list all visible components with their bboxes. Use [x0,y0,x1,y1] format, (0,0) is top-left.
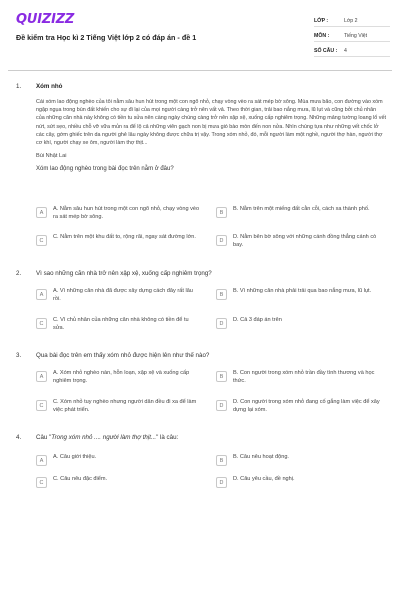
question-prompt: Vì sao những căn nhà trở nên xập xệ, xuống cấp nghiêm trọng? [36,270,212,277]
option-text: D. Nằm bên bờ sông với những cánh đồng thẳng cánh cò bay. [233,234,377,248]
option-letter: D [216,235,227,246]
option-text: B. Câu nêu hoạt động. [233,454,289,460]
option-b[interactable] [216,206,381,218]
question-3 [16,352,386,422]
option-letter: A [36,371,47,382]
option-letter: D [216,318,227,329]
question-body [36,270,386,277]
passage-text: Cái xóm lao động nghèo của tôi nằm sâu hun hút trong một con ngõ nhỏ, chạy vòng vèo ra sát mép bờ sông. Mùa mưa bão, con đường vào xóm ngập ngụa trong bùn đất khiến cho sự đi lại của mọi người càng trở nên vất vả. Theo thời gian, trải bao nắng mưa, lũ lụt và cũng bởi chủ nhân của những căn nhà này không có tiền tu sửa nên càng ngày chúng càng trở nên xập xệ, xuống cấp nghiêm trọng. Những mảng tường loang lổ vết nứt, sứt sẹo, nhiều chỗ vỡ vữa mủn ra để lộ cả những viên gạch non bị mưa gió bào mòn đến non nửa. Nhìn chúng tựa như những vết chốc lở các cây, gớm ghiếc trên da người ghẻ lâu ngày không được chữa trị vậy. Trong xóm nhỏ, đó, mỗi người làm một nghề, người thợ hàn, người thợ cơ khí, người chạy xe ôm, người làm thợ thịt... [36,99,386,147]
option-d[interactable] [216,476,381,488]
meta-value: Tiếng Việt [344,33,368,39]
option-c[interactable] [36,476,201,488]
passage-title: Xóm nhỏ [36,83,63,90]
option-letter: B [216,207,227,218]
meta-table [314,12,390,57]
option-text: C. Vì chủ nhân của những căn nhà không có tiền để tu sửa. [53,317,189,331]
option-letter: A [36,289,47,300]
option-text: D. Cả 3 đáp án trên [233,317,282,323]
option-text: A. Xóm nhỏ nghèo nàn, hỗn loạn, xập xệ và xuống cấp nghiêm trọng. [53,370,190,384]
option-text: B. Vì những căn nhà phải trải qua bao nắng mưa, lũ lụt. [233,288,372,294]
document-header [0,0,400,66]
option-a[interactable] [36,288,201,303]
question-number: 1. [16,83,22,90]
option-text: D. Câu yêu cầu, đề nghị. [233,476,295,482]
question-body [36,434,386,441]
meta-value: Lớp 2 [344,18,358,24]
question-number: 4. [16,434,22,441]
option-text: C. Nằm trên một khu đất to, rộng rãi, ngay sát đường lớn. [53,234,196,240]
option-text: A. Vì những căn nhà đã được xây dựng cách đây rất lâu rồi. [53,288,193,302]
question-prompt: Qua bài đọc trên em thấy xóm nhỏ được hiện lên như thế nào? [36,352,210,359]
option-c[interactable] [36,399,201,414]
option-letter: B [216,289,227,300]
option-c[interactable] [36,234,201,246]
prompt-text: " là câu: [156,434,179,441]
option-letter: B [216,371,227,382]
meta-value: 4 [344,48,347,54]
question-prompt [36,434,386,441]
meta-label: LỚP : [314,18,329,24]
meta-label: MÔN : [314,33,330,39]
option-text: A. Nằm sâu hun hút trong một con ngõ nhỏ, chạy vòng vèo ra sát mép bờ sông. [53,206,200,220]
option-text: D. Con người trong xóm nhỏ đang cố gắng làm việc để xây dựng lại xóm. [233,399,380,413]
option-text: C. Câu nêu đặc điểm. [53,476,108,482]
option-letter: A [36,207,47,218]
option-letter: C [36,477,47,488]
option-letter: C [36,235,47,246]
question-body [36,352,386,359]
question-1 [16,83,386,263]
question-number: 2. [16,270,22,277]
meta-row-count [314,42,390,57]
passage-author: Bùi Nhật Lai [36,153,67,160]
option-b[interactable] [216,288,381,300]
header-divider [8,70,392,71]
meta-row-grade [314,12,390,27]
question-2 [16,270,386,340]
option-b[interactable] [216,370,381,385]
option-d[interactable] [216,234,381,249]
option-a[interactable] [36,206,201,221]
quizizz-logo: QUIZIZZ [16,12,75,27]
meta-row-subject [314,27,390,42]
option-a[interactable] [36,454,201,466]
document-title: Đề kiểm tra Học kì 2 Tiếng Việt lớp 2 có đáp án - đề 1 [16,33,197,42]
option-c[interactable] [36,317,201,332]
option-letter: C [36,400,47,411]
question-number: 3. [16,352,22,359]
option-letter: C [36,318,47,329]
option-text: B. Con người trong xóm nhỏ trần đầy tình thương và học thức. [233,370,375,384]
question-prompt: Xóm lao động nghèo trong bài đọc trên nằm ở đâu? [36,166,174,173]
meta-label: SỐ CÂU : [314,48,338,54]
option-letter: D [216,400,227,411]
question-4 [16,434,386,494]
option-text: B. Nằm trên một miếng đất cằn cỗi, cách xa thành phố. [233,206,370,212]
option-letter: D [216,477,227,488]
option-a[interactable] [36,370,201,385]
option-text: A. Câu giới thiệu. [53,454,97,460]
option-letter: A [36,455,47,466]
option-d[interactable] [216,317,381,329]
quoted-sentence: Trong xóm nhỏ .... người làm thợ thịt... [51,434,157,441]
prompt-text: Câu " [36,434,52,441]
option-d[interactable] [216,399,381,414]
option-text: C. Xóm nhỏ tuy nghèo nhưng người dân đều đi xa để làm việc phát triển. [53,399,197,413]
option-b[interactable] [216,454,381,466]
question-body [36,83,386,172]
option-letter: B [216,455,227,466]
